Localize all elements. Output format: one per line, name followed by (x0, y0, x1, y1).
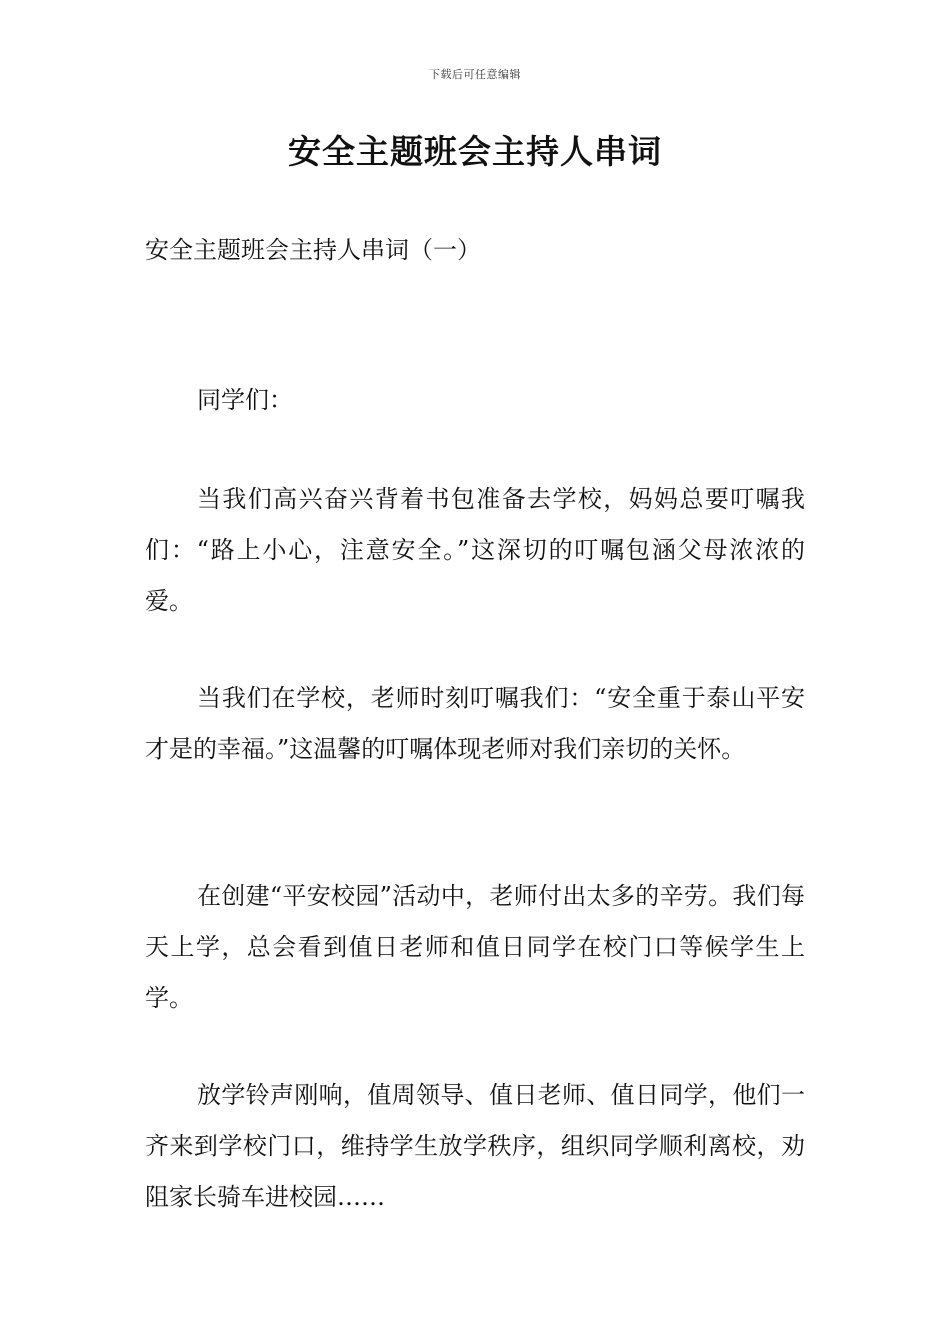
paragraph: 在创建“平安校园”活动中，老师付出太多的辛劳。我们每天上学，总会看到值日老师和值日同学在校门口等候学生上学。 (145, 882, 805, 1012)
paragraph: 当我们高兴奋兴背着书包准备去学校，妈妈总要叮嘱我们：“路上小心，注意安全。”这深切的叮嘱包涵父母浓浓的爱。 (145, 485, 805, 615)
document-title: 安全主题班会主持人串词 (288, 132, 662, 171)
paragraph: 当我们在学校，老师时刻叮嘱我们：“安全重于泰山平安才是的幸福。”这温馨的叮嘱体现老师对我们亲切的关怀。 (145, 684, 805, 763)
section-subtitle: 安全主题班会主持人串词（一） (145, 236, 481, 264)
header-note: 下载后可任意编辑 (429, 68, 521, 81)
greeting: 同学们： (197, 386, 293, 414)
paragraph: 放学铃声刚响，值周领导、值日老师、值日同学，他们一齐来到学校门口，维持学生放学秩序，组织同学顺利离校，劝阻家长骑车进校园…… (145, 1081, 805, 1211)
